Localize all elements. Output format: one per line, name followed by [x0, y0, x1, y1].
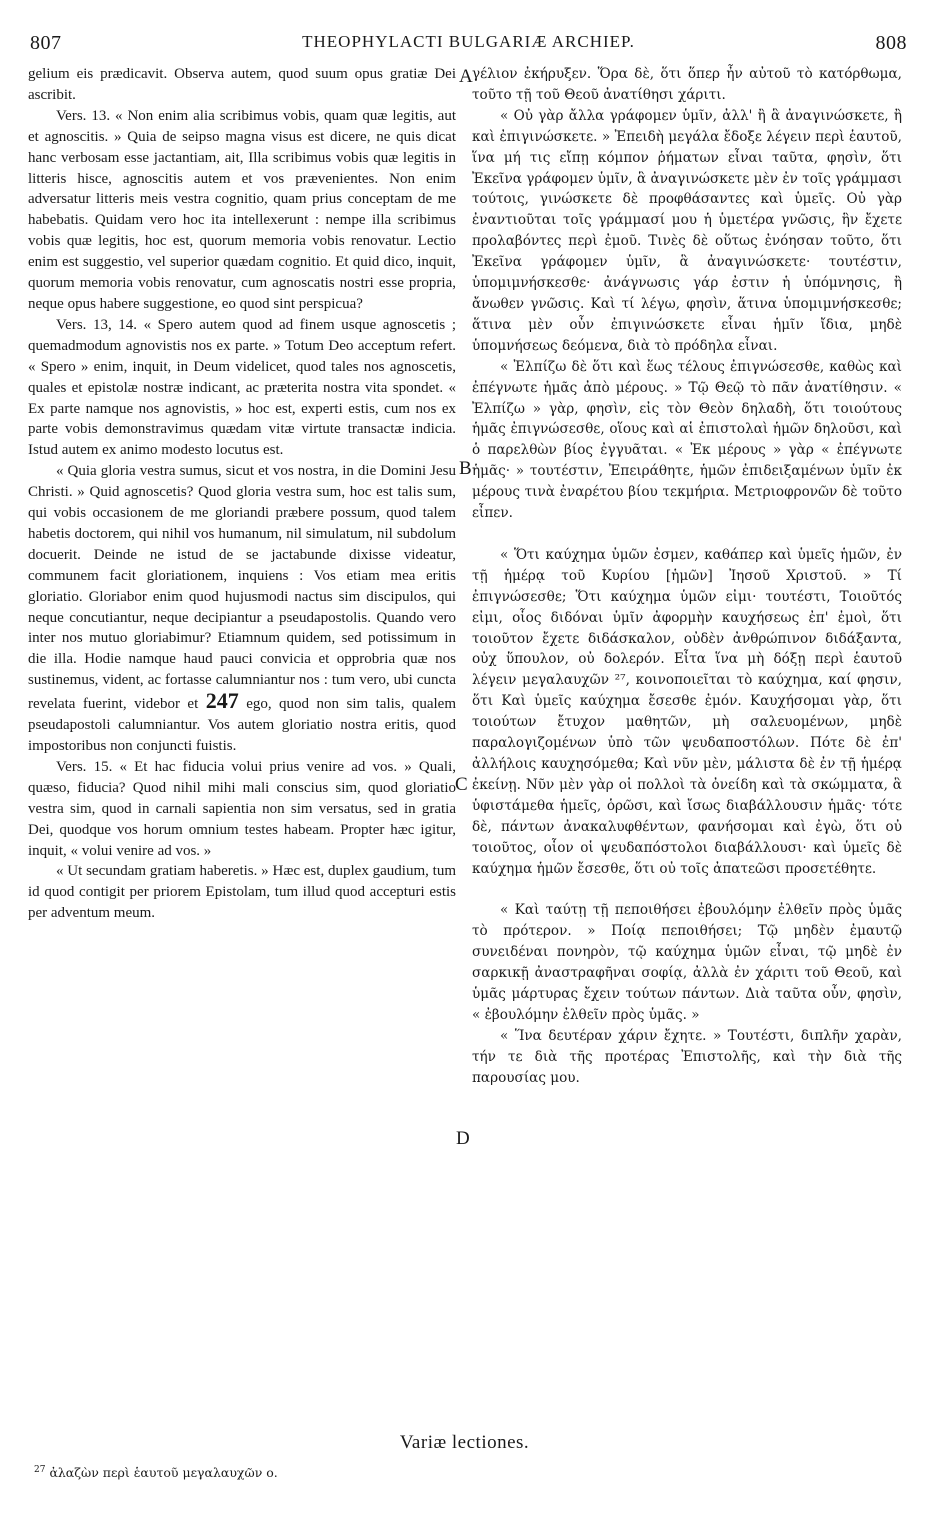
footnote-number: 27 [34, 1465, 46, 1475]
greek-paragraph: « Καὶ ταύτῃ τῇ πεποιθήσει ἐβουλόμην ἐλθεῖν πρὸς ὑμᾶς τὸ πρότερον. » Ποίᾳ πεποιθήσει; Τῷ μηδὲν ἐμαυτῷ συνειδέναι πονηρὸν, τῷ καύχημα ὑμῶν εἶναι, τῷ μηδὲ ἐν σαρκικῇ ἀναστραφῆναι σοφίᾳ, ἀλλὰ ἐν χάριτι τοῦ Θεοῦ, καὶ ὑμᾶς μάρτυρας ἔχειν τούτων πάντων. Διὰ ταῦτα οὖν, φησὶν, « ἐβουλόμην ἐλθεῖν πρὸς ὑμᾶς. » [472, 902, 902, 1023]
section-marker-a: A [459, 66, 473, 87]
latin-paragraph [28, 461, 456, 757]
greek-paragraph: « Ἐλπίζω δὲ ὅτι καὶ ἕως τέλους ἐπιγνώσεσθε, καθὼς καὶ ἐπέγνωτε ἡμᾶς ἀπὸ μέρους. » Τῷ Θεῷ τὸ πᾶν ἀνατίθησιν. « Ἐλπίζω » γὰρ, φησὶν, εἰς τὸν Θεὸν δηλαδὴ, ὅτι τοιούτους ἡμᾶς ἐπιγνώσεσθε, οἵους καὶ αἱ ἐπιστολαὶ ἡμῶν δηλοῦσι, καὶ ὁ παρελθὼν βίος ἐγγυᾶται. « Ἐκ μέρους » γὰρ « ἐπέγνωτε ἡμᾶς· » τουτέστιν, Ἐπειράθητε, ἡμῶν ἐπιδειξαμένων ὑμῖν ἐκ μέρους τινὰ ἐναρέτου βίου τεκμήρια. Μετριοφρονῶν δὲ τοῦτο εἶπεν. [472, 358, 902, 522]
footnote-text: ἀλαζὼν περὶ ἑαυτοῦ μεγαλαυχῶν ο. [49, 1465, 278, 1481]
latin-paragraph: Vers. 13. « Non enim alia scribimus vobis, quam quæ legitis, aut et agnoscitis. » Quia de seipso magna visus est dicere, ne quis dicat hanc verbosam esse jactantiam, ait, Illa scribimus vobis quæ legitis in litteris hisce, agnoscitis autem et vos prævenientes. Non enim adversatur litteris meis vestra cognitio, quam prius conceptam de me habebatis. Quidam vero hoc ita intellexerunt : nempe illa scribimus vobis quæ legitis, hoc est, quorum memoria vobis renovatur. Lectio enim est suggestio, vel superior quædam cognitio. Et quid dico, inquit, quorum memoria vobis renovatur, cum agnoscatis nostri esse propria, neque opus habere suggestione, eo quod sint perspicua? [28, 107, 456, 312]
section-marker-b: B [459, 458, 472, 479]
section-marker-d: D [456, 1128, 470, 1149]
latin-column [28, 64, 456, 924]
latin-text: ego, quod non sim talis, qualem pseudapostoli calumniantur. Vos autem gloriatio nostra eritis, quod impostoribus non conjuncti fuistis. [28, 696, 457, 754]
greek-column [472, 64, 902, 1089]
section-marker-c: C [455, 774, 468, 795]
margin-page-number: 247 [205, 688, 239, 714]
page-number-right: 808 [875, 32, 907, 54]
greek-paragraph: « Ὅτι καύχημα ὑμῶν ἐσμεν, καθάπερ καὶ ὑμεῖς ἡμῶν, ἐν τῇ ἡμέρᾳ τοῦ Κυρίου [ἡμῶν] Ἰησοῦ Χριστοῦ. » Τί ἐπιγνώσεσθε; Ὅτι καύχημα ὑμῶν εἰμι· τουτέστι, Τοιοῦτός εἰμι, οἷος διδόναι ὑμῖν ἀφορμὴν καυχήσεως ἐπ' ἐμοὶ, ὅτι τοιοῦτον ἔχετε διδάσκαλον, οὐδὲν ἀνθρώπινον διδάξαντα, οὐχ ὕπουλον, οὐ δολερόν. Εἶτα ἵνα μὴ δόξῃ περὶ ἑαυτοῦ λέγειν μεγαλαυχῶν ²⁷, κοινοποιεῖται τὸ καύχημα, καί φησιν, ὅτι Καὶ ὑμεῖς καύχημα ἔσεσθε ἐμόν. Καυχήσομαι γὰρ, ὅτι τοιούτων ἔτυχον μαθητῶν, μὴ σαλευομένων, μηδὲ παραλογιζομένων ὑπὸ τῶν ψευδαποστόλων. Πότε δὲ ἐπ' ἀλλήλοις καυχησόμεθα; Καὶ νῦν μὲν, μάλιστα δὲ ἐν τῇ ἡμέρᾳ ἐκείνῃ. Νῦν μὲν γὰρ οἱ πολλοὶ τὰ ὀνείδη καὶ τὰ σκώμματα, ἃ ὑφιστάμεθα ἡμεῖς, ὁρῶσι, καὶ ἴσως διαβάλλουσιν ἡμᾶς· τότε δὲ, πάντων ἀνακαλυφθέντων, φανήσομαι καὶ ἐγὼ, ὅτι οὐ τοιοῦτος, οἷον οἱ ψευδαπόστολοι διαβάλλουσι· καὶ ὑμεῖς δὲ καύχημα ἡμῶν ἔσεσθε, ὅτι οὐ τοῖς ἀπατεῶσι προσετέθητε. [472, 546, 902, 877]
latin-paragraph: Vers. 13, 14. « Spero autem quod ad finem usque agnoscetis ; quemadmodum agnovistis nos ex parte. » Totum Deo acceptum refert. « Spero » enim, inquit, in Deum videlicet, quod tales nos agnoscetis, quales et epistolæ nostræ indicant, ac præterita nostra vita spondet. « Ex parte namque nos agnovistis, » hoc est, experti estis, cum nos ex parte vobis demonstravimus quædam vitæ virtute transactæ indicia. Istud autem ex animo modesto locutus est. [28, 316, 456, 459]
latin-paragraph: « Ut secundam gratiam haberetis. » Hæc est, duplex gaudium, tum id quod contigit per priorem Epistolam, tum illud quod accepturi estis per adventum meum. [28, 863, 456, 922]
latin-text: « Quia gloria vestra sumus, sicut et vos nostra, in die Domini Jesu Christi. » Quid agnoscetis? Quod gloria vestra sum, hoc est talis sum, qui vobis occasionem de me gloriandi præbere possum, quod talem habetis doctorem, qui nihil vos humanum, nil simulatum, nil subdolum docuerit. Deinde ne istud de se jactabunde dixisse videatur, communem facit gloriationem, inquiens : Vos etiam mea eritis gloriatio. Gloriabor enim quod hujusmodi nactus sim discipulos, qui neque concutiantur, neque decipiantur a pseudapostolis. Quando vero inter nos mutuo gloriabimur? Etiamnum quidem, sed potissimum in die illa. Hodie namque haud pauci convicia et opprobria quæ nos sustinemus, vident, ac fortasse calumniantur nos : tum vero, ubi cuncta revelata fuerint, videbor et [28, 463, 456, 713]
latin-paragraph: gelium eis prædicavit. Observa autem, quod suum opus gratiæ Dei ascribit. [28, 66, 456, 103]
page-number-left: 807 [30, 32, 62, 54]
variae-lectiones-heading: Variæ lectiones. [399, 1432, 530, 1453]
greek-paragraph: « Ἵνα δευτέραν χάριν ἔχητε. » Τουτέστι, διπλῆν χαρὰν, τήν τε διὰ τῆς προτέρας Ἐπιστολῆς, καὶ τὴν διὰ τῆς παρουσίας μου. [472, 1027, 902, 1086]
greek-paragraph: γέλιον ἐκήρυξεν. Ὅρα δὲ, ὅτι ὅπερ ἦν αὐτοῦ τὸ κατόρθωμα, τοῦτο τῇ τοῦ Θεοῦ ἀνατίθησι χάριτι. [472, 66, 902, 103]
running-title: THEOPHYLACTI BULGARIÆ ARCHIEP. [302, 32, 635, 51]
greek-paragraph: « Οὐ γὰρ ἄλλα γράφομεν ὑμῖν, ἀλλ' ἢ ἃ ἀναγινώσκετε, ἢ καὶ ἐπιγινώσκετε. » Ἐπειδὴ μεγάλα ἔδοξε λέγειν περὶ ἑαυτοῦ, ἵνα μή τις εἴπῃ κόμπον ῥήματων εἶναι ταῦτα, φησὶν, ὅτι Ἐκεῖνα γράφομεν ὑμῖν, ἃ ἀναγινώσκετε μὲν ἐν τοῖς γράμμασι τούτοις, γινώσκετε δὲ προφθάσαντες καὶ ὑμεῖς. Οὐ γὰρ ἐναντιοῦται τοῖς γράμμασί μου ἡ ὑμετέρα γνῶσις, ἣν ἔχετε προλαβόντες περὶ ἐμοῦ. Τινὲς δὲ οὕτως ἐνόησαν τοῦτο, ὅτι Ἐκεῖνα γράφομεν ὑμῖν, ἃ ἀναγινώσκετε· τουτέστιν, ὑπομιμνήσκεσθε· ἀνάγνωσις γάρ ἐστιν ἡ ὑπόμνησις, ἢ ἄνωθεν γνῶσις. Καὶ τί λέγω, φησὶν, ἅτινα ὑπομιμνήσκεσθε; ἅτινα μὲν οὖν ἐπιγινώσκετε εἶναι ἡμῖν ἴδια, μηδὲ ὑπομνήσεως δεόμενα, διὰ τὸ πρόδηλα εἶναι. [472, 107, 902, 354]
page-header [30, 32, 907, 58]
footnote [34, 1465, 278, 1480]
latin-paragraph: Vers. 15. « Et hac fiducia volui prius venire ad vos. » Quali, quæso, fiducia? Quod nihil mihi mali conscius sim, quod gloriatio vestra sim, quod in carnali sapientia non sim versatus, sed in gratia Dei, quodque vos horum omnium testes habeam. Propter hæc igitur, inquit, « volui venire ad vos. » [28, 758, 456, 859]
